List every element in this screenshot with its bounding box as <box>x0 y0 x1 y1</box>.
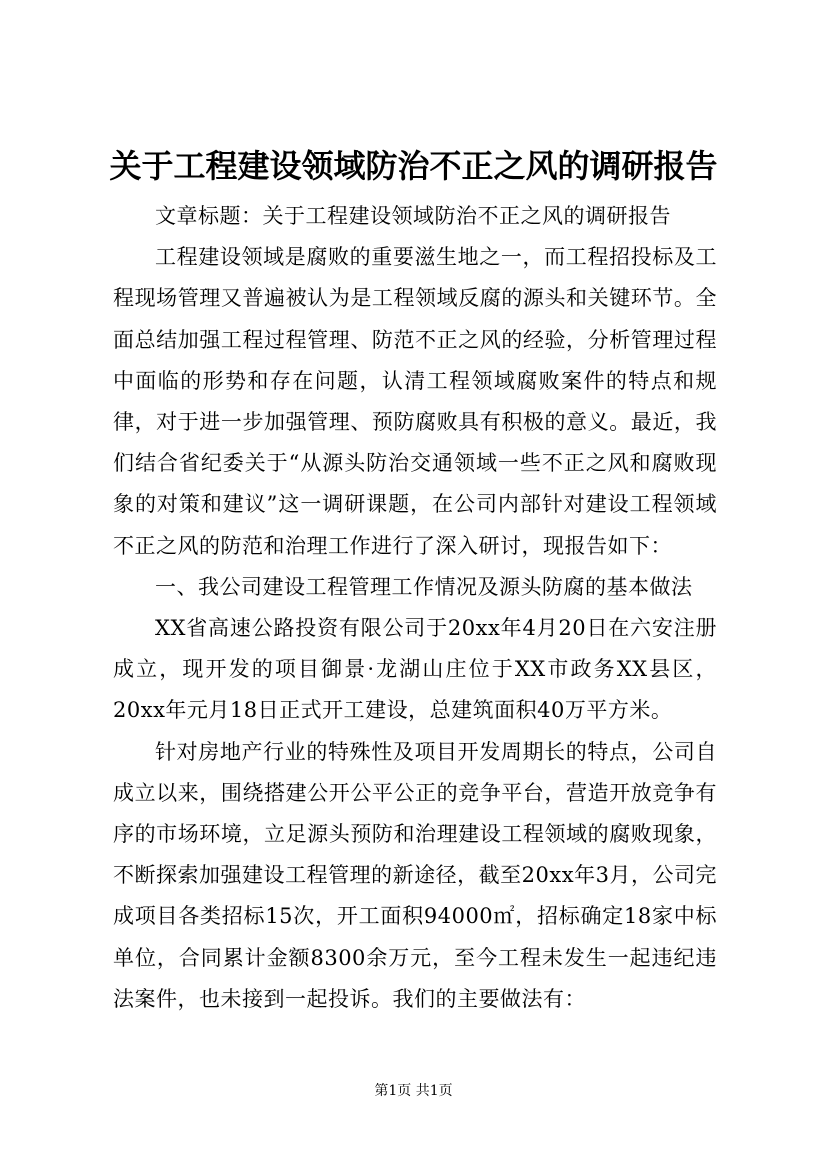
paragraph-article-title: 文章标题：关于工程建设领域防治不正之风的调研报告 <box>155 204 671 228</box>
document-body <box>113 196 717 1020</box>
paragraph-practices: 针对房地产行业的特殊性及项目开发周期长的特点，公司自成立以来，围绕搭建公开公平公正的竞争平台，营造开放竞争有序的市场环境，立足源头预防和治理建设工程领域的腐败现象，不断探索加强建设工程管理的新途径，截至20xx年3月，公司完成项目各类招标15次，开工面积94000㎡，招标确定18家中标单位，合同累计金额8300余万元，至今工程未发生一起违纪违法案件，也未接到一起投诉。我们的主要做法有： <box>113 739 717 1011</box>
paragraph-introduction: 工程建设领域是腐败的重要滋生地之一，而工程招投标及工程现场管理又普遍被认为是工程领域反腐的源头和关键环节。全面总结加强工程过程管理、防范不正之风的经验，分析管理过程中面临的形势和存在问题，认清工程领域腐败案件的特点和规律，对于进一步加强管理、预防腐败具有积极的意义。最近，我们结合省纪委关于“从源头防治交通领域一些不正之风和腐败现象的对策和建议”这一调研课题，在公司内部针对建设工程领域不正之风的防范和治理工作进行了深入研讨，现报告如下： <box>113 245 717 558</box>
paragraph-company-info: XX省高速公路投资有限公司于20xx年4月20日在六安注册成立，现开发的项目御景·龙湖山庄位于XX市政务XX县区，20xx年元月18日正式开工建设，总建筑面积40万平方米。 <box>113 616 717 723</box>
document-title: 关于工程建设领域防治不正之风的调研报告 <box>109 147 718 185</box>
section-heading: 一、我公司建设工程管理工作情况及源头防腐的基本做法 <box>155 574 693 599</box>
page-number-footer: 第1页 共1页 <box>374 1083 453 1099</box>
